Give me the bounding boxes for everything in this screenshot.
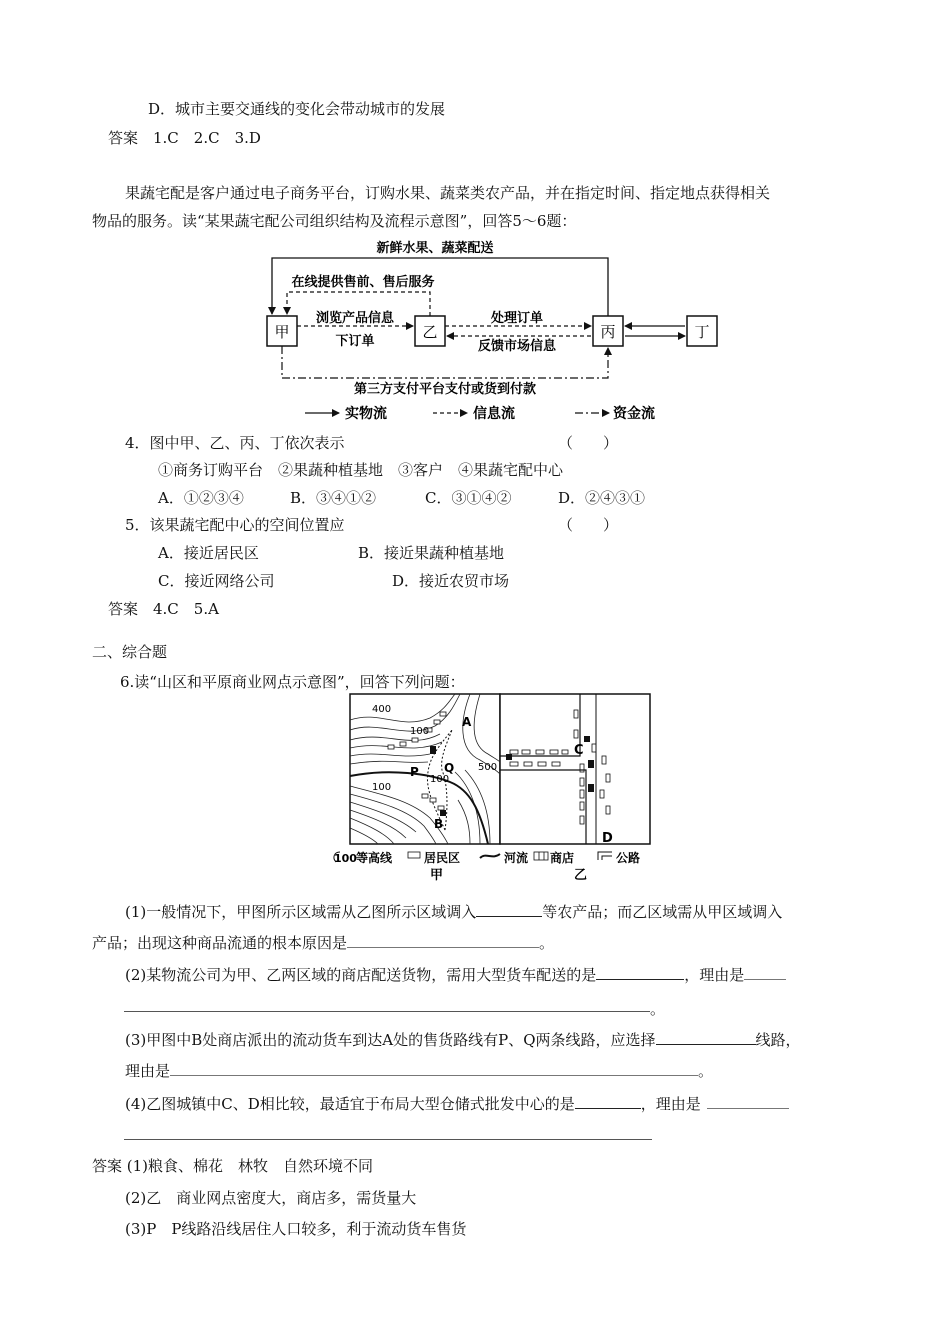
map-label-yi: 乙 xyxy=(574,868,588,882)
intro-line-2: 物品的服务。读“某果蔬宅配公司组织结构及流程示意图”，回答5～6题： xyxy=(92,212,577,230)
question-4-paren: （ ） xyxy=(558,434,619,452)
label-service: 在线提供售前、售后服务 xyxy=(291,275,435,290)
legend-river: 河流 xyxy=(504,851,529,865)
label-yi: 乙 xyxy=(422,323,438,341)
answer-6-2: (2)乙 商业网点密度大，商店多，需货量大 xyxy=(125,1189,417,1207)
label-bing: 丙 xyxy=(600,323,616,341)
q6-part3-blank2[interactable] xyxy=(170,1061,698,1076)
q6-part1-blank1[interactable] xyxy=(476,902,542,917)
q6-part4-line1: (4)乙图城镇中C、D相比较，最适宜于布局大型仓储式批发中心的是 ，理由是 xyxy=(125,1093,789,1114)
legend-contour: 等高线 xyxy=(356,851,393,865)
q6-part4-answer-line[interactable] xyxy=(124,1139,652,1140)
label-order: 下订单 xyxy=(335,334,375,349)
map-label-jia: 甲 xyxy=(430,868,444,882)
q6-part3-blank1[interactable] xyxy=(656,1030,756,1045)
label-fresh-delivery: 新鲜水果、蔬菜配送 xyxy=(376,241,494,256)
point-b: B xyxy=(434,817,444,831)
question-5-option-a: A．接近居民区 xyxy=(158,544,259,562)
question-4-option-a: A．①②③④ xyxy=(158,489,244,507)
label-payment: 第三方支付平台支付或货到付款 xyxy=(353,382,537,397)
question-5-paren: （ ） xyxy=(558,516,619,534)
question-4: 4．图中甲、乙、丙、丁依次表示 xyxy=(125,434,345,452)
contour-500: 500 xyxy=(478,762,498,773)
question-6: 6.读“山区和平原商业网点示意图”，回答下列问题： xyxy=(120,673,465,691)
q6-part2-blank1[interactable] xyxy=(596,965,684,980)
question-5-option-b: B．接近果蔬种植基地 xyxy=(358,544,505,562)
answer-6-3: (3)P P线路沿线居住人口较多，利于流动货车售货 xyxy=(125,1220,467,1238)
q6-part4-blank2[interactable] xyxy=(707,1094,789,1109)
commerce-map xyxy=(330,690,670,882)
contour-100-a: 100 xyxy=(410,726,430,737)
q6-part3-line1: (3)甲图中B处商店派出的流动货车到达A处的售货路线有P、Q两条线路，应选择 线路， xyxy=(125,1031,801,1049)
question-5-option-d: D．接近农贸市场 xyxy=(392,572,510,590)
question-4-items: ①商务订购平台 ②果蔬种植基地 ③客户 ④果蔬宅配中心 xyxy=(158,461,564,479)
label-jia: 甲 xyxy=(274,323,290,341)
flow-diagram xyxy=(255,238,725,426)
option-3d: D．城市主要交通线的变化会带动城市的发展 xyxy=(148,100,446,118)
legend-road: 公路 xyxy=(616,851,641,865)
legend-goods: 实物流 xyxy=(345,406,387,422)
question-5-option-c: C．接近网络公司 xyxy=(158,572,275,590)
contour-400: 400 xyxy=(372,704,392,715)
q6-part2-blank2[interactable] xyxy=(744,965,786,980)
answer-4-5: 答案 4.C 5.A xyxy=(108,600,219,618)
legend-residential: 居民区 xyxy=(424,851,461,865)
q6-part2-period: 。 xyxy=(650,1000,666,1018)
question-4-option-c: C．③①④② xyxy=(425,489,512,507)
q6-part1-blank2[interactable] xyxy=(347,933,539,948)
q6-part4-blank1[interactable] xyxy=(575,1094,641,1109)
question-5: 5．该果蔬宅配中心的空间位置应 xyxy=(125,516,345,534)
q6-part2-answer-line[interactable] xyxy=(124,1011,650,1012)
question-4-option-b: B．③④①② xyxy=(290,489,377,507)
q6-part3-line2: 理由是 。 xyxy=(125,1062,714,1080)
question-4-option-d: D．②④③① xyxy=(558,489,646,507)
answer-6-1: 答案 (1)粮食、棉花 林牧 自然环境不同 xyxy=(92,1157,374,1175)
contour-100-c: 100 xyxy=(372,782,392,793)
point-p: P xyxy=(410,765,419,779)
point-q: Q xyxy=(444,761,455,775)
label-ding: 丁 xyxy=(694,323,710,341)
legend-money: 资金流 xyxy=(613,406,655,422)
q6-part1-line1: (1)一般情况下，甲图所示区域需从乙图所示区域调入 等农产品；而乙区域需从甲区域调入 xyxy=(125,903,783,921)
contour-100-b: 100 xyxy=(430,774,450,785)
legend-contour-num: 100 xyxy=(334,852,357,865)
label-feedback: 反馈市场信息 xyxy=(477,339,557,354)
answer-1-3: 答案 1.C 2.C 3.D xyxy=(108,129,261,147)
arrow-payment xyxy=(282,346,608,378)
label-browse: 浏览产品信息 xyxy=(315,311,395,326)
point-d: D xyxy=(602,831,613,846)
q6-part1-line2: 产品；出现这种商品流通的根本原因是 。 xyxy=(92,934,555,952)
legend-shop: 商店 xyxy=(550,851,575,865)
point-c: C xyxy=(574,743,584,758)
intro-line-1: 果蔬宅配是客户通过电子商务平台，订购水果、蔬菜类农产品，并在指定时间、指定地点获得相关 xyxy=(125,184,771,202)
section-title: 二、综合题 xyxy=(92,643,168,661)
label-process: 处理订单 xyxy=(490,311,544,326)
q6-part2-line1: (2)某物流公司为甲、乙两区域的商店配送货物，需用大型货车配送的是 ，理由是 xyxy=(125,964,786,985)
point-a: A xyxy=(462,715,472,729)
legend-info: 信息流 xyxy=(473,406,515,422)
